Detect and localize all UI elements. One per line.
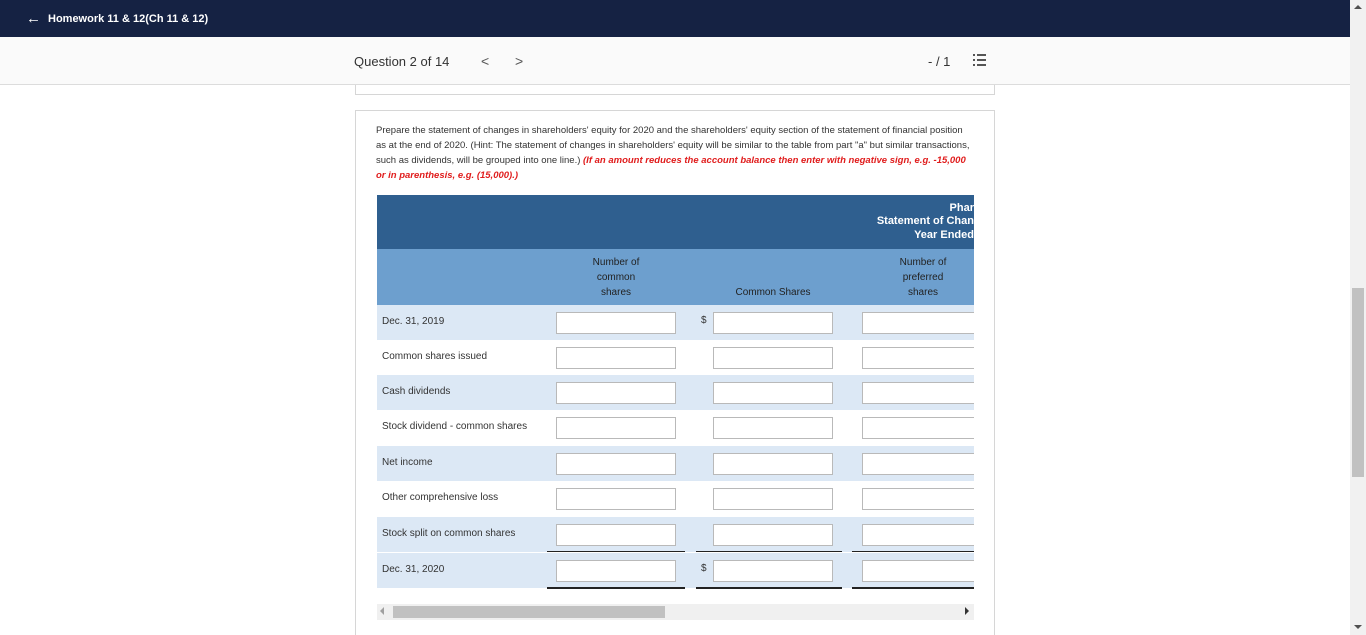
scrollbar-thumb[interactable]: [393, 606, 665, 618]
company-name: Phar: [949, 202, 974, 214]
common-shares-count-input[interactable]: [556, 524, 676, 546]
column-header-row: [377, 249, 974, 305]
preferred-shares-count-input[interactable]: [862, 524, 974, 546]
common-shares-count-input[interactable]: [556, 312, 676, 334]
statement-period: Year Ended: [914, 229, 974, 241]
common-shares-amount-input[interactable]: [713, 524, 833, 546]
scrollbar-thumb[interactable]: [1352, 288, 1364, 477]
preferred-shares-count-input[interactable]: [862, 488, 974, 510]
double-underline: [696, 587, 842, 589]
column-header-common-shares: Common Shares: [735, 287, 811, 298]
row-label: Net income: [382, 457, 433, 468]
equity-statement-table: [377, 195, 974, 595]
table-row: [377, 375, 974, 410]
question-prompt: [376, 123, 971, 183]
common-shares-count-input[interactable]: [556, 382, 676, 404]
scroll-right-arrow-icon[interactable]: [965, 607, 969, 615]
table-row: [377, 410, 974, 445]
prev-question-button[interactable]: <: [481, 53, 490, 69]
table-row: [377, 481, 974, 516]
top-bar: [0, 0, 1350, 37]
row-label: Other comprehensive loss: [382, 492, 499, 503]
table-row: [377, 305, 974, 340]
page-vertical-scrollbar[interactable]: [1350, 0, 1366, 635]
prompt-hint: (If an amount reduces the account balance then enter with negative sign, e.g. -15,000 or in parenthesis, e.g. (15,000).): [376, 155, 966, 181]
scroll-up-arrow-icon[interactable]: [1354, 5, 1362, 9]
table-horizontal-scrollbar[interactable]: [377, 604, 974, 620]
total-underline: [547, 551, 685, 552]
arrow-left-icon[interactable]: ←: [26, 10, 41, 27]
table-title-header: [377, 195, 974, 249]
common-shares-amount-input[interactable]: [713, 453, 833, 475]
question-counter: Question 2 of 14: [354, 54, 450, 69]
question-card: [355, 110, 995, 635]
previous-card-edge: [355, 85, 995, 95]
list-icon[interactable]: [973, 54, 986, 66]
question-score: - / 1: [928, 54, 951, 69]
preferred-shares-count-input[interactable]: [862, 312, 974, 334]
common-shares-count-input[interactable]: [556, 453, 676, 475]
table-row: [377, 517, 974, 552]
row-label: Dec. 31, 2019: [382, 316, 445, 327]
common-shares-amount-input[interactable]: [713, 488, 833, 510]
preferred-shares-count-input[interactable]: [862, 560, 974, 582]
preferred-shares-count-input[interactable]: [862, 382, 974, 404]
next-question-button[interactable]: >: [515, 53, 524, 69]
common-shares-amount-input[interactable]: [713, 417, 833, 439]
column-header-preferred-shares-count: Number of preferred shares: [899, 257, 947, 298]
common-shares-amount-input[interactable]: [713, 382, 833, 404]
common-shares-count-input[interactable]: [556, 488, 676, 510]
preferred-shares-count-input[interactable]: [862, 417, 974, 439]
scroll-down-arrow-icon[interactable]: [1354, 625, 1362, 629]
scroll-left-arrow-icon[interactable]: [380, 607, 384, 615]
statement-name: Statement of Chan: [876, 215, 974, 227]
currency-symbol: $: [701, 563, 707, 574]
table-row: [377, 446, 974, 481]
row-label: Cash dividends: [382, 386, 451, 397]
common-shares-amount-input[interactable]: [713, 347, 833, 369]
common-shares-count-input[interactable]: [556, 560, 676, 582]
total-underline: [852, 551, 974, 552]
total-underline: [696, 551, 842, 552]
column-header-common-shares-count: Number of common shares: [592, 257, 640, 298]
table-row: [377, 340, 974, 375]
common-shares-amount-input[interactable]: [713, 312, 833, 334]
row-label: Dec. 31, 2020: [382, 564, 445, 575]
common-shares-count-input[interactable]: [556, 347, 676, 369]
preferred-shares-count-input[interactable]: [862, 347, 974, 369]
prompt-text: Prepare the statement of changes in shareholders' equity for 2020 and the shareholders' equity section of the statement of financial position as at the end of 2020. (Hint: The statement of changes in shareholders' equity will be similar to the table from part "a" but similar transactions, such as dividends, will be grouped into one line.): [376, 125, 970, 166]
question-nav: [0, 37, 1350, 85]
double-underline: [547, 587, 685, 589]
common-shares-amount-input[interactable]: [713, 560, 833, 582]
assignment-title: Homework 11 & 12(Ch 11 & 12): [48, 12, 209, 25]
common-shares-count-input[interactable]: [556, 417, 676, 439]
row-label: Common shares issued: [382, 351, 488, 362]
table-row: [377, 553, 974, 588]
currency-symbol: $: [701, 315, 707, 326]
double-underline: [852, 587, 974, 589]
row-label: Stock split on common shares: [382, 528, 516, 539]
row-label: Stock dividend - common shares: [382, 421, 528, 432]
preferred-shares-count-input[interactable]: [862, 453, 974, 475]
